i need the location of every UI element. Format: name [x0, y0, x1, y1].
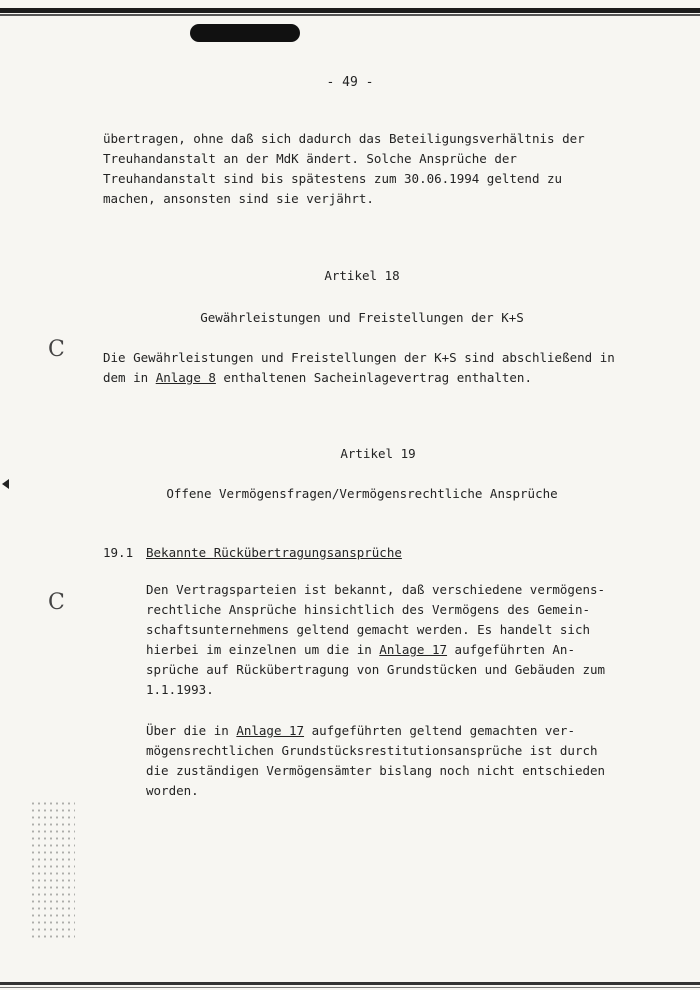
article-18-paragraph — [103, 348, 615, 388]
article-19-heading: Artikel 19 — [340, 446, 416, 461]
margin-mark: C — [48, 337, 65, 362]
section-19-1-title: Bekannte Rückübertragungsansprüche — [146, 545, 402, 560]
paragraph-text: aufgeführten An- — [447, 642, 575, 657]
anlage-17-reference: Anlage 17 — [236, 723, 305, 738]
article-18-heading: Artikel 18 — [324, 268, 400, 283]
article-18-text: dem in — [103, 370, 156, 385]
anlage-17-reference: Anlage 17 — [379, 642, 448, 657]
section-19-1-paragraph-2 — [146, 721, 605, 801]
paragraph-line — [146, 721, 605, 741]
intro-line: Treuhandanstalt an der MdK ändert. Solche Ansprüche der — [103, 151, 517, 166]
anlage-8-reference: Anlage 8 — [155, 370, 216, 385]
paragraph-line: Den Vertragsparteien ist bekannt, daß verschiedene vermögens- — [146, 582, 606, 597]
scan-noise — [30, 800, 75, 940]
article-18-title: Gewährleistungen und Freistellungen der K+S — [200, 310, 524, 325]
top-scan-border-secondary — [0, 14, 700, 16]
article-18-line — [103, 368, 615, 388]
paragraph-line: schaftsunternehmens geltend gemacht werden. Es handelt sich — [146, 622, 591, 637]
article-18-text: enthaltenen Sacheinlagevertrag enthalten. — [215, 370, 532, 385]
paragraph-text: Über die in — [146, 723, 237, 738]
paragraph-text: aufgeführten geltend gemachten ver- — [304, 723, 575, 738]
page-number: - 49 - — [326, 75, 374, 90]
bottom-scan-border-secondary — [0, 987, 700, 988]
intro-paragraph — [103, 129, 585, 209]
top-scan-border — [0, 8, 700, 13]
paragraph-line: mögensrechtlichen Grundstücksrestitutionsansprüche ist durch — [146, 743, 598, 758]
paragraph-line: rechtliche Ansprüche hinsichtlich des Vermögens des Gemein- — [146, 602, 591, 617]
section-19-1-paragraph-1 — [146, 580, 605, 700]
redaction-bar — [190, 24, 300, 42]
article-19-title: Offene Vermögensfragen/Vermögensrechtliche Ansprüche — [166, 486, 558, 501]
intro-line: Treuhandanstalt sind bis spätestens zum 30.06.1994 geltend zu — [103, 171, 563, 186]
margin-mark: C — [48, 590, 65, 615]
intro-line: machen, ansonsten sind sie verjährt. — [103, 191, 374, 206]
section-19-1-number: 19.1 — [103, 545, 134, 560]
paragraph-line — [146, 640, 605, 660]
paragraph-line: die zuständigen Vermögensämter bislang noch nicht entschieden — [146, 763, 606, 778]
paragraph-text: hierbei im einzelnen um die in — [146, 642, 380, 657]
paragraph-line: sprüche auf Rückübertragung von Grundstücken und Gebäuden zum — [146, 662, 606, 677]
paragraph-line: worden. — [146, 783, 199, 798]
intro-line: übertragen, ohne daß sich dadurch das Beteiligungsverhältnis der — [103, 131, 585, 146]
bottom-scan-border — [0, 982, 700, 985]
paragraph-line: 1.1.1993. — [146, 682, 214, 697]
article-18-line: Die Gewährleistungen und Freistellungen der K+S sind abschließend in — [103, 350, 615, 365]
